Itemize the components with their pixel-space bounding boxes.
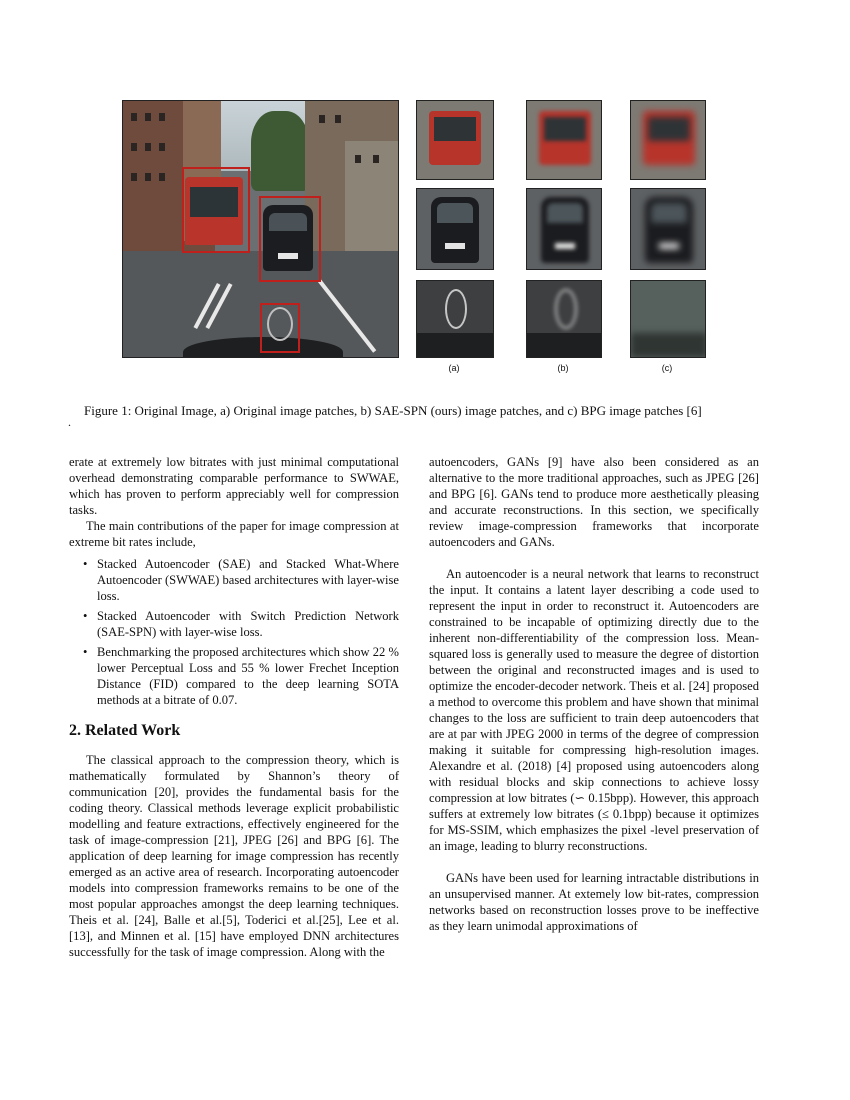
section-heading: 2. Related Work	[69, 722, 181, 739]
subfigure-label-a: (a)	[448, 363, 460, 373]
patch-c-car	[630, 188, 706, 270]
original-street-image	[122, 100, 399, 358]
figure-caption: Figure 1: Original Image, a) Original image patches, b) SAE-SPN (ours) image patches, and c) BPG image patches [6]	[84, 403, 702, 418]
list-item: • Benchmarking the proposed architectures which show 22 % lower Perceptual Loss and 55 % lower Frechet Inception Distance (FID) compared to the deep learning SOTA methods at a bitrate of 0.07.	[69, 644, 399, 708]
paragraph: The main contributions of the paper for image compression at extreme bit rates include,	[69, 519, 399, 549]
patch-b-bus	[526, 100, 602, 180]
list-item: • Stacked Autoencoder (SAE) and Stacked What-Where Autoencoder (SWWAE) based architectures with layer-wise loss.	[69, 556, 399, 604]
paragraph: erate at extremely low bitrates with just minimal computational overhead demonstrating comparable performance to SWWAE, which has proven to perform appreciably well for compression tasks.	[69, 455, 399, 517]
subfigure-label-c: (c)	[661, 363, 673, 373]
paragraph: GANs have been used for learning intractable distributions in an unsupervised manner. At extemely low bit-rates, compression networks based on reconstruction losses prove to be ineffective as they learn unimodal approximations of	[429, 871, 759, 933]
bus-highlight-box	[182, 167, 250, 253]
list-item: • Stacked Autoencoder with Switch Prediction Network (SAE-SPN) with layer-wise loss.	[69, 608, 399, 640]
car-highlight-box	[259, 196, 321, 282]
emblem-highlight-box	[260, 303, 300, 353]
patch-a-bus	[416, 100, 494, 180]
subfigure-label-b: (b)	[557, 363, 569, 373]
left-column	[69, 454, 399, 960]
patch-b-car	[526, 188, 602, 270]
stray-mark: .	[68, 415, 71, 429]
patch-a-car	[416, 188, 494, 270]
contributions-list	[69, 556, 399, 708]
paragraph: autoencoders, GANs [9] have also been considered as an alternative to the more traditional approaches, such as JPEG [26] and BPG [6]. GANs tend to produce more aesthetically pleasing and accurate reconstructions. In this section, we specifically review image-compression frameworks that incorporate autoencoders and GANs.	[429, 455, 759, 549]
paragraph: An autoencoder is a neural network that learns to reconstruct the input. It contains a latent layer describing a code used to represent the input in order to reconstruct it. Autoencoders are constrained to be incapable of optimizing directly due to the inherent non-differentiability of the compression loss. Mean-squared loss is generally used to measure the degree of distortion between the original and reconstructed images and is used to optimize the encoder-decoder network. Theis et al. [24] proposed a method to overcome this problem and have shown that minimal changes to the loss are sufficient to train deep autoencoders that are at par with JPEG 2000 in terms of the degree of compression making it suitable for compressing high-resolution images. Alexandre et al. (2018) [4] proposed using autoencoders along with residual blocks and skip connections to achieve lossy compression at low bitrates (∽ 0.15bpp). However, this approach suffers at extremely low bitrates (≤ 0.1bpp) because it optimizes for MS-SSIM, which emphasizes the pixel -level preservation of an image, leading to blurry reconstructions.	[429, 567, 759, 853]
patch-c-bus	[630, 100, 706, 180]
patch-a-emblem	[416, 280, 494, 358]
patch-c-emblem	[630, 280, 706, 358]
paragraph: The classical approach to the compression theory, which is mathematically formulated by Shannon’s theory of communication [20], provides the fundamental basis for the coding theory. Classical methods leverage explicit probabilistic modelling and feature extractions, effectively engineered for the task of image-compression [21], JPEG [26] and BPG [6]. The application of deep learning for image compression has recently emerged as an active area of research. Incorporating autoencoder models into compression frameworks remains to be one of the most popular approaches amongst the deep learning techniques. Theis et al. [24], Balle et al.[5], Toderici et al.[25], Lee et al. [13], and Minnen et al. [15] have employed DNN architectures successfully for the task of image compression. Along with the	[69, 753, 399, 959]
right-column	[429, 454, 759, 934]
patch-b-emblem	[526, 280, 602, 358]
